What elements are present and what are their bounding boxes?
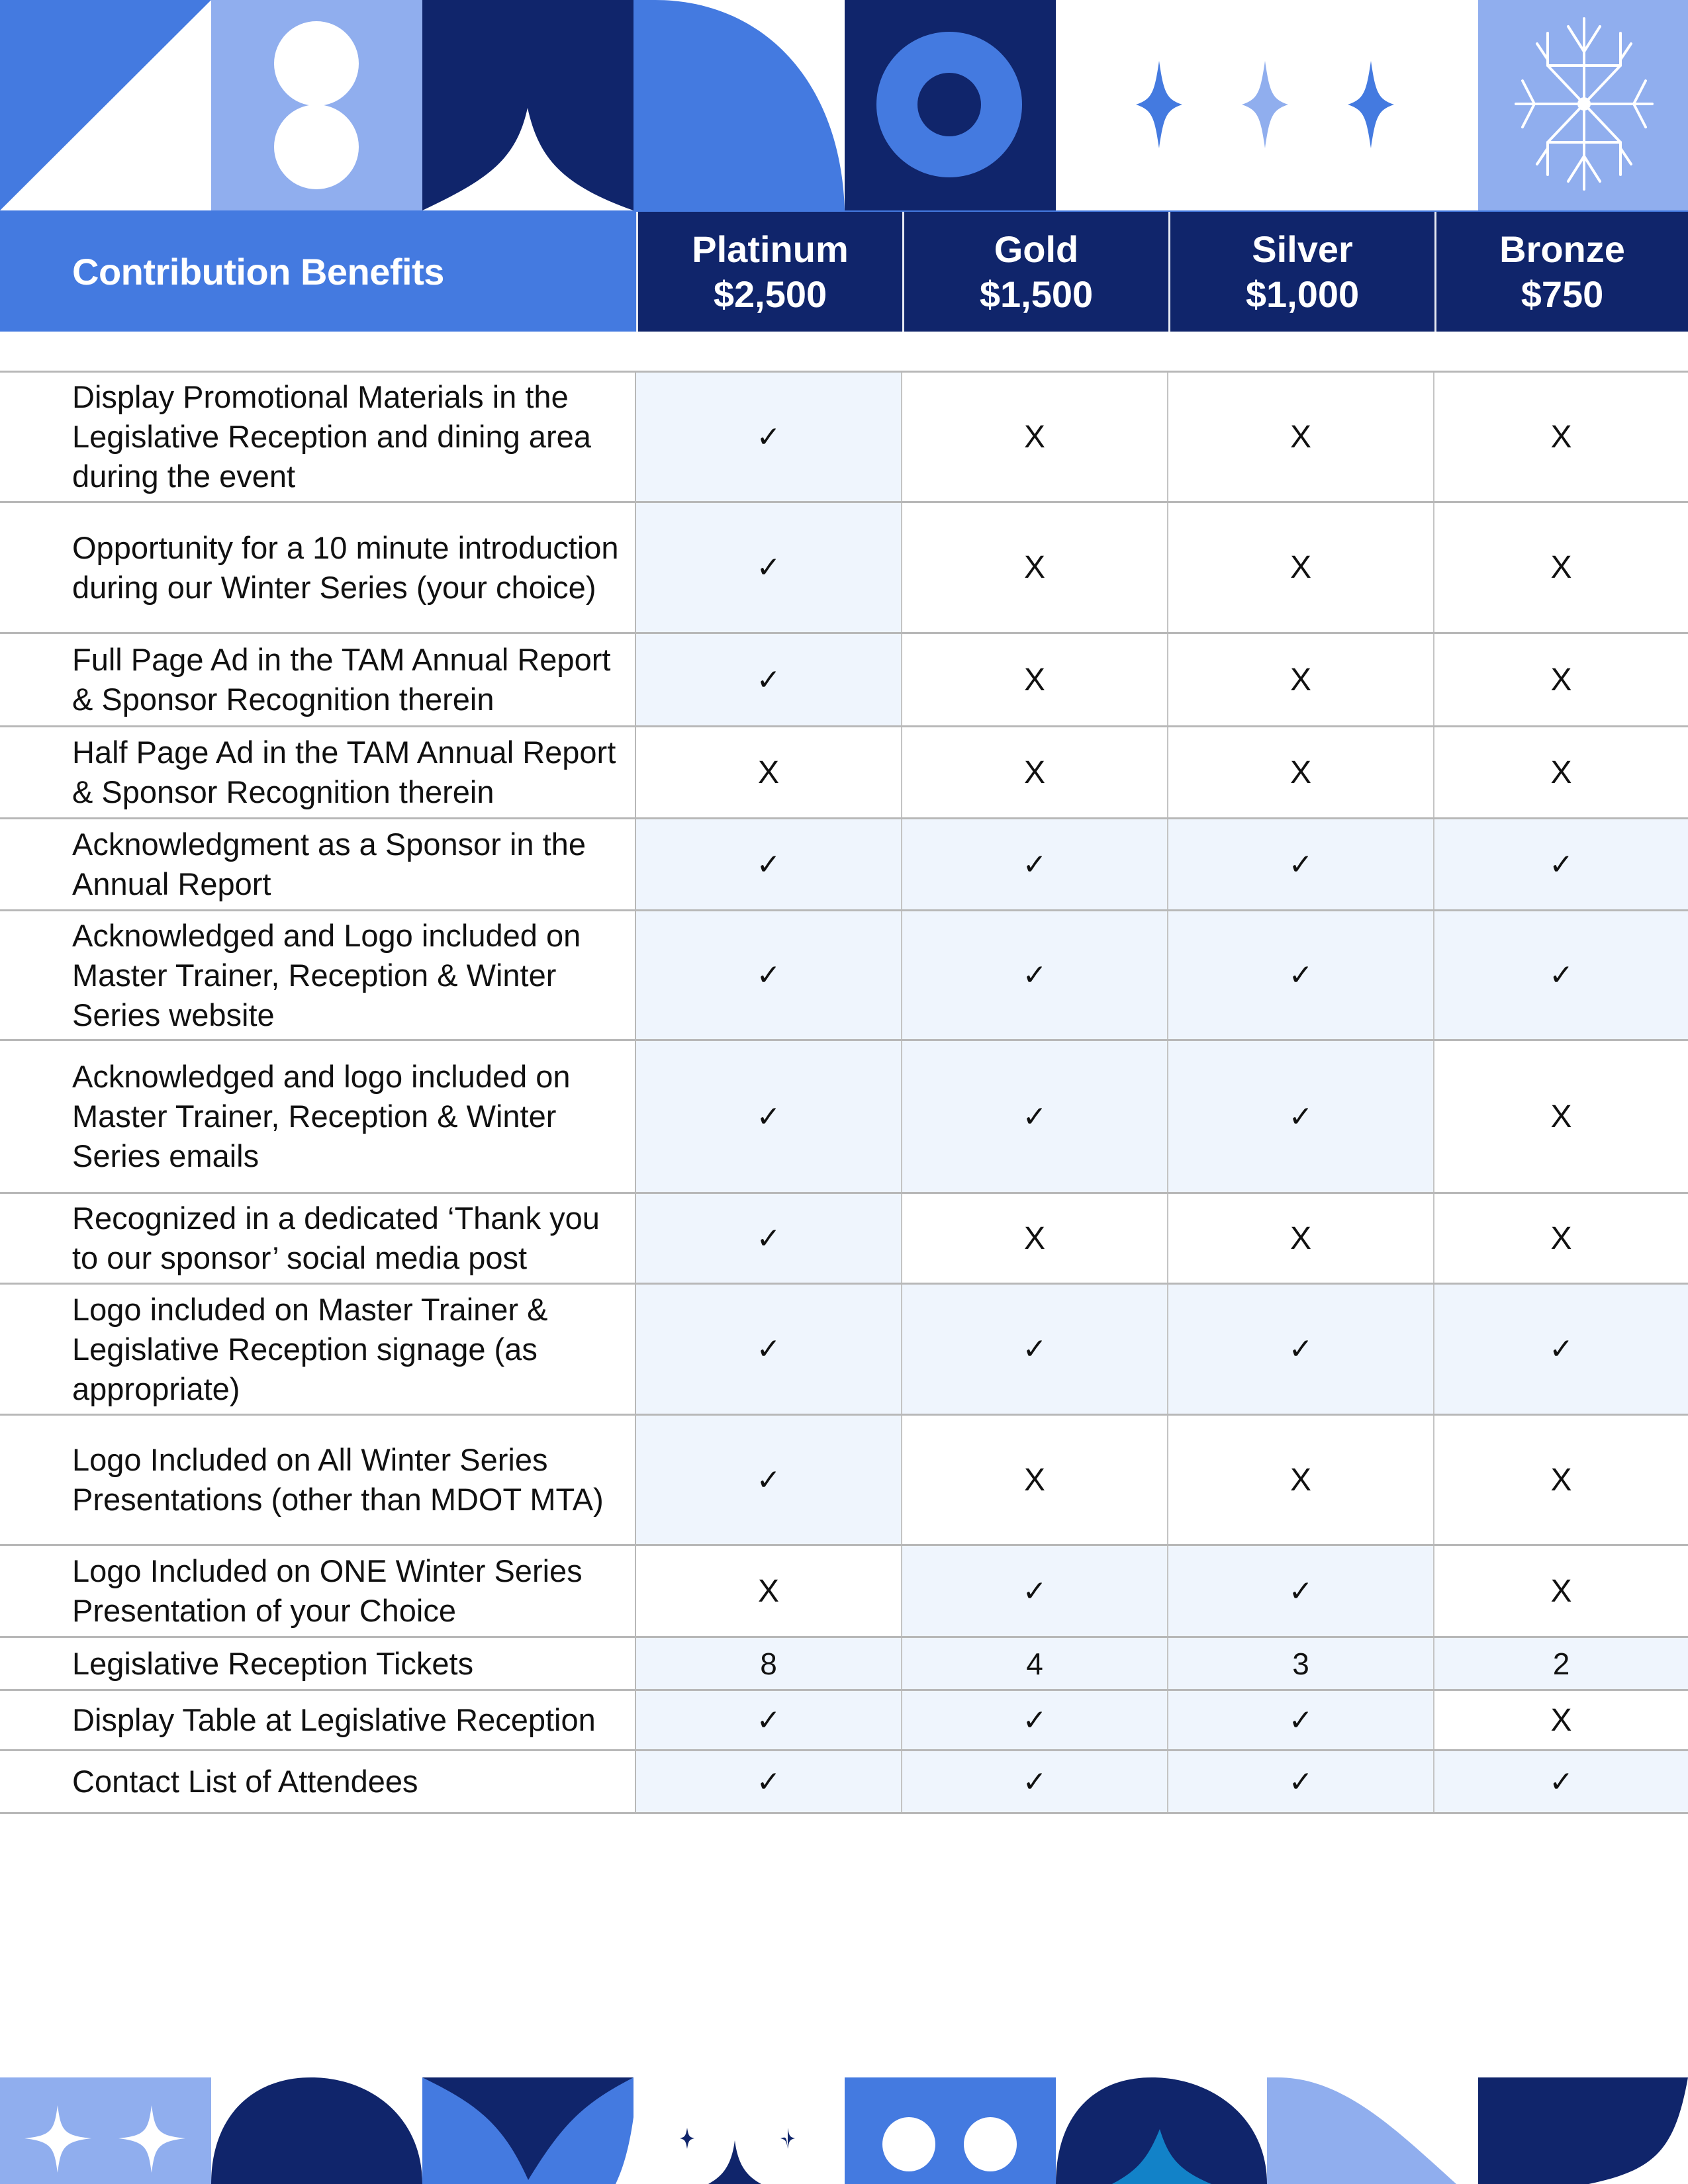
benefit-label-cell [0, 1638, 636, 1689]
cross-icon: X [1550, 662, 1572, 698]
tier-cell-gold [902, 1546, 1168, 1636]
table-row [0, 1194, 1688, 1285]
tier-header-platinum [636, 212, 902, 332]
check-icon: ✓ [1022, 958, 1047, 992]
tier-cell-gold [902, 1638, 1168, 1689]
arch-spike-tile [1056, 2077, 1267, 2184]
tier-cell-silver [1168, 1546, 1434, 1636]
cross-icon: X [1289, 754, 1311, 790]
cross-icon: X [1550, 1462, 1572, 1498]
small-sparkles-tile [633, 2077, 845, 2184]
table-row [0, 1546, 1688, 1638]
check-icon: ✓ [1549, 958, 1573, 992]
tier-cell-bronze [1434, 911, 1688, 1039]
benefit-label-cell [0, 1416, 636, 1544]
arch-tile [211, 2077, 422, 2184]
ticket-count: 2 [1552, 1646, 1570, 1681]
check-icon: ✓ [756, 420, 781, 454]
tier-cell-bronze [1434, 727, 1688, 817]
check-icon: ✓ [756, 1463, 781, 1497]
check-icon: ✓ [1022, 1703, 1047, 1737]
cross-icon: X [1550, 754, 1572, 790]
check-icon: ✓ [1288, 847, 1313, 882]
tier-cell-silver [1168, 1751, 1434, 1812]
tier-price: $2,500 [713, 273, 827, 315]
tier-cell-gold [902, 1416, 1168, 1544]
check-icon: ✓ [1022, 847, 1047, 882]
cross-icon: X [1289, 1220, 1311, 1256]
benefit-label: Acknowledgment as a Sponsor in the Annual Report [72, 827, 586, 901]
tier-cell-gold [902, 1691, 1168, 1749]
check-icon: ✓ [1022, 1574, 1047, 1608]
benefit-label-cell [0, 1041, 636, 1192]
benefit-label-cell [0, 634, 636, 725]
tier-cell-gold [902, 373, 1168, 501]
tier-cell-platinum [636, 1691, 902, 1749]
table-header-row [0, 212, 1688, 332]
snowflake-tile [1478, 0, 1688, 210]
benefit-label: Acknowledged and Logo included on Master Trainer, Reception & Winter Series website [72, 917, 581, 1032]
benefit-label-cell [0, 1285, 636, 1414]
tier-cell-platinum [636, 1546, 902, 1636]
tier-cell-gold [902, 1751, 1168, 1812]
double-oval-tile [211, 0, 422, 210]
cross-icon: X [1023, 1462, 1045, 1498]
tier-price: $1,000 [1245, 273, 1360, 315]
cross-icon: X [1550, 1099, 1572, 1134]
benefit-label: Logo Included on All Winter Series Presentations (other than MDOT MTA) [72, 1442, 604, 1517]
cross-icon: X [757, 754, 779, 790]
check-icon: ✓ [1022, 1764, 1047, 1799]
table-row [0, 373, 1688, 503]
tier-cell-silver [1168, 819, 1434, 909]
tier-name: Platinum [692, 228, 849, 270]
tier-cell-gold [902, 1194, 1168, 1283]
benefit-label: Logo Included on ONE Winter Series Presentation of your Choice [72, 1553, 583, 1628]
diagonal-triangle-tile [0, 0, 211, 212]
tier-cell-bronze [1434, 1751, 1688, 1812]
cross-icon: X [1289, 550, 1311, 585]
tier-cell-bronze [1434, 503, 1688, 632]
ring-tile [845, 0, 1056, 212]
benefit-label: Acknowledged and logo included on Master Trainer, Reception & Winter Series emails [72, 1059, 571, 1173]
check-icon: ✓ [1549, 847, 1573, 882]
benefit-label: Legislative Reception Tickets [72, 1645, 474, 1681]
top-decorative-band [0, 0, 1688, 212]
benefit-label-cell [0, 727, 636, 817]
benefit-label-cell [0, 1546, 636, 1636]
quarter-arch-tile [633, 0, 845, 210]
tier-cell-bronze [1434, 1638, 1688, 1689]
check-icon: ✓ [1549, 1332, 1573, 1366]
tier-cell-silver [1168, 1041, 1434, 1192]
tier-cell-silver [1168, 1285, 1434, 1414]
v-curve-tile [422, 2077, 633, 2184]
benefit-label-cell [0, 911, 636, 1039]
cross-icon: X [1289, 419, 1311, 455]
tier-cell-bronze [1434, 373, 1688, 501]
check-icon: ✓ [1288, 1574, 1313, 1608]
tier-cell-platinum [636, 1041, 902, 1192]
check-icon: ✓ [1288, 1099, 1313, 1134]
check-icon: ✓ [756, 662, 781, 697]
tier-cell-silver [1168, 373, 1434, 501]
benefit-label: Recognized in a dedicated ‘Thank you to our sponsor’ social media post [72, 1201, 600, 1275]
check-icon: ✓ [756, 1099, 781, 1134]
benefit-label-cell [0, 1691, 636, 1749]
check-icon: ✓ [756, 1332, 781, 1366]
check-icon: ✓ [1022, 1332, 1047, 1366]
ticket-count: 3 [1292, 1646, 1309, 1681]
wave-tile [1478, 2077, 1688, 2184]
tier-cell-gold [902, 911, 1168, 1039]
tier-cell-bronze [1434, 1285, 1688, 1414]
tier-cell-bronze [1434, 819, 1688, 909]
twin-oval-tile [845, 2077, 1056, 2184]
twin-sparkle-tile [0, 2077, 211, 2184]
tier-name: Bronze [1499, 228, 1625, 270]
sparkles-tile [1056, 0, 1478, 210]
table-row [0, 1416, 1688, 1546]
ticket-count: 4 [1026, 1646, 1043, 1681]
table-row [0, 1751, 1688, 1814]
table-row [0, 1638, 1688, 1691]
check-icon: ✓ [1288, 1764, 1313, 1799]
check-icon: ✓ [756, 958, 781, 992]
tier-cell-silver [1168, 1416, 1434, 1544]
tier-header-bronze [1434, 212, 1688, 332]
benefit-label-cell [0, 373, 636, 501]
benefits-header-cell [0, 212, 636, 332]
benefit-label-cell [0, 819, 636, 909]
cross-icon: X [1023, 662, 1045, 698]
cross-icon: X [757, 1573, 779, 1609]
cross-icon: X [1023, 754, 1045, 790]
benefit-label-cell [0, 1751, 636, 1812]
spike-tile [422, 0, 633, 210]
cross-icon: X [1023, 550, 1045, 585]
tier-cell-silver [1168, 911, 1434, 1039]
benefits-table [0, 371, 1688, 1799]
tier-cell-bronze [1434, 1546, 1688, 1636]
cross-icon: X [1550, 1702, 1572, 1738]
tier-price: $1,500 [979, 273, 1094, 315]
tier-price: $750 [1521, 273, 1604, 315]
table-row [0, 634, 1688, 727]
tier-cell-gold [902, 727, 1168, 817]
benefit-label: Half Page Ad in the TAM Annual Report & Sponsor Recognition therein [72, 735, 616, 809]
cross-icon: X [1550, 1220, 1572, 1256]
bottom-decorative-band [0, 2077, 1688, 2184]
cross-icon: X [1289, 662, 1311, 698]
tier-cell-silver [1168, 1194, 1434, 1283]
cross-icon: X [1550, 550, 1572, 585]
tier-cell-silver [1168, 727, 1434, 817]
check-icon: ✓ [756, 847, 781, 882]
table-row [0, 1041, 1688, 1194]
tier-name: Gold [994, 228, 1079, 270]
tier-cell-platinum [636, 1416, 902, 1544]
benefit-label: Contact List of Attendees [72, 1764, 418, 1799]
tier-cell-platinum [636, 819, 902, 909]
check-icon: ✓ [756, 1703, 781, 1737]
check-icon: ✓ [1288, 1703, 1313, 1737]
cross-icon: X [1550, 1573, 1572, 1609]
tier-cell-silver [1168, 1638, 1434, 1689]
tier-cell-silver [1168, 503, 1434, 632]
check-icon: ✓ [1288, 958, 1313, 992]
benefits-header-label: Contribution Benefits [72, 251, 444, 293]
cross-icon: X [1550, 419, 1572, 455]
cross-icon: X [1023, 419, 1045, 455]
table-row [0, 1285, 1688, 1416]
tier-cell-gold [902, 1285, 1168, 1414]
tier-cell-platinum [636, 1285, 902, 1414]
tier-cell-platinum [636, 1638, 902, 1689]
benefit-label: Display Promotional Materials in the Legislative Reception and dining area during the event [72, 379, 591, 494]
benefit-label: Display Table at Legislative Reception [72, 1702, 596, 1737]
tier-cell-bronze [1434, 1041, 1688, 1192]
table-row [0, 1691, 1688, 1751]
table-row [0, 911, 1688, 1041]
table-row [0, 503, 1688, 634]
tier-cell-gold [902, 503, 1168, 632]
check-icon: ✓ [1022, 1099, 1047, 1134]
benefit-label: Logo included on Master Trainer & Legislative Reception signage (as appropriate) [72, 1291, 548, 1406]
tier-cell-gold [902, 819, 1168, 909]
cross-icon: X [1023, 1220, 1045, 1256]
tier-cell-bronze [1434, 1416, 1688, 1544]
tier-cell-gold [902, 1041, 1168, 1192]
benefit-label-cell [0, 1194, 636, 1283]
check-icon: ✓ [756, 1764, 781, 1799]
benefit-label: Opportunity for a 10 minute introduction during our Winter Series (your choice) [72, 529, 619, 605]
check-icon: ✓ [1549, 1764, 1573, 1799]
ticket-count: 8 [760, 1646, 777, 1681]
benefit-label-cell [0, 503, 636, 632]
quarter-curve-tile [1267, 2077, 1456, 2184]
tier-cell-platinum [636, 1751, 902, 1812]
check-icon: ✓ [756, 551, 781, 584]
tier-cell-platinum [636, 373, 902, 501]
tier-cell-silver [1168, 1691, 1434, 1749]
table-row [0, 727, 1688, 819]
tier-cell-bronze [1434, 1194, 1688, 1283]
tier-cell-bronze [1434, 1691, 1688, 1749]
tier-header-silver [1168, 212, 1434, 332]
benefit-label: Full Page Ad in the TAM Annual Report & Sponsor Recognition therein [72, 642, 611, 717]
tier-cell-platinum [636, 911, 902, 1039]
check-icon: ✓ [1288, 1332, 1313, 1366]
cross-icon: X [1289, 1462, 1311, 1498]
tier-name: Silver [1252, 228, 1353, 270]
tier-cell-platinum [636, 634, 902, 725]
tier-header-gold [902, 212, 1168, 332]
check-icon: ✓ [756, 1221, 781, 1255]
tier-cell-platinum [636, 503, 902, 632]
tier-cell-gold [902, 634, 1168, 725]
tier-cell-silver [1168, 634, 1434, 725]
table-row [0, 819, 1688, 911]
tier-cell-platinum [636, 727, 902, 817]
tier-cell-platinum [636, 1194, 902, 1283]
tier-cell-bronze [1434, 634, 1688, 725]
